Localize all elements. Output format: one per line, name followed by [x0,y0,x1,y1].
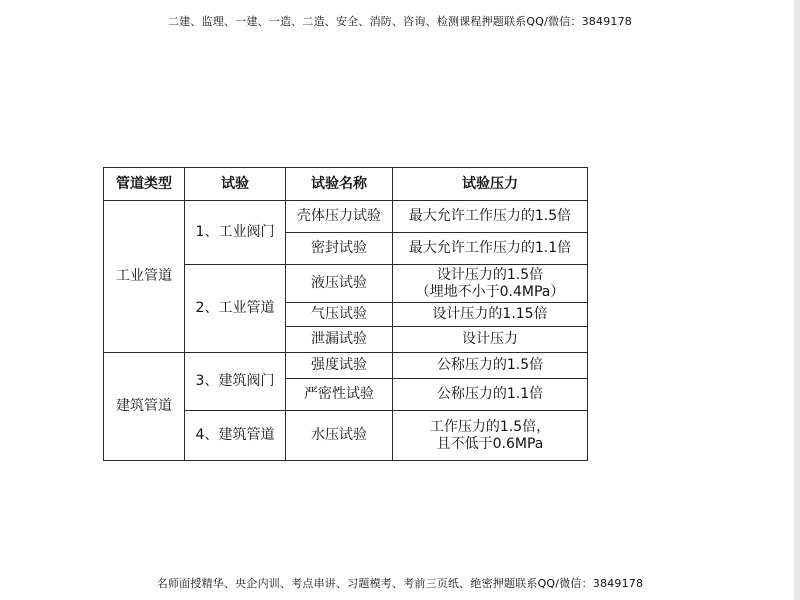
test-name-cell: 水压试验 [286,411,393,461]
column-header-test-pressure: 试验压力 [393,168,588,201]
pressure-test-table-container [103,167,588,461]
page-edge-shadow [794,0,800,600]
table-row [104,353,588,379]
test-name-cell: 泄漏试验 [286,327,393,353]
test-cell-industrial-valve: 1、工业阀门 [185,201,286,265]
test-name-cell: 气压试验 [286,303,393,327]
test-cell-building-valve: 3、建筑阀门 [185,353,286,411]
footer-contact-line: 名师面授精华、央企内训、考点串讲、习题模考、考前三页纸、绝密押题联系QQ/微信：3849178 [156,577,644,590]
column-header-test: 试验 [185,168,286,201]
header-contact-line: 二建、监理、一建、一造、二造、安全、消防、咨询、检测课程押题联系QQ/微信：3849178 [167,15,632,28]
test-pressure-cell: 最大允许工作压力的1.5倍 [393,201,588,233]
test-name-cell: 壳体压力试验 [286,201,393,233]
test-pressure-cell: 公称压力的1.1倍 [393,379,588,411]
test-name-cell: 密封试验 [286,233,393,265]
test-pressure-cell [393,265,588,303]
pressure-test-table [103,167,588,461]
pipe-type-cell-industrial: 工业管道 [104,201,185,353]
test-cell-building-pipe: 4、建筑管道 [185,411,286,461]
test-name-cell: 强度试验 [286,353,393,379]
test-name-cell: 严密性试验 [286,379,393,411]
column-header-pipe-type: 管道类型 [104,168,185,201]
pipe-type-cell-building: 建筑管道 [104,353,185,461]
test-pressure-main: 工作压力的1.5倍， [429,418,551,435]
column-header-test-name: 试验名称 [286,168,393,201]
test-pressure-main: 设计压力的1.5倍 [436,266,544,283]
test-pressure-note: 且不低于0.6MPa [436,435,544,452]
test-pressure-cell: 最大允许工作压力的1.1倍 [393,233,588,265]
test-pressure-note: （埋地不小于0.4MPa） [415,283,565,300]
table-row [104,201,588,233]
test-pressure-cell: 设计压力 [393,327,588,353]
test-name-cell: 液压试验 [286,265,393,303]
test-pressure-cell: 公称压力的1.5倍 [393,353,588,379]
test-pressure-cell [393,411,588,461]
test-pressure-cell: 设计压力的1.15倍 [393,303,588,327]
test-cell-industrial-pipe: 2、工业管道 [185,265,286,353]
table-header-row [104,168,588,201]
